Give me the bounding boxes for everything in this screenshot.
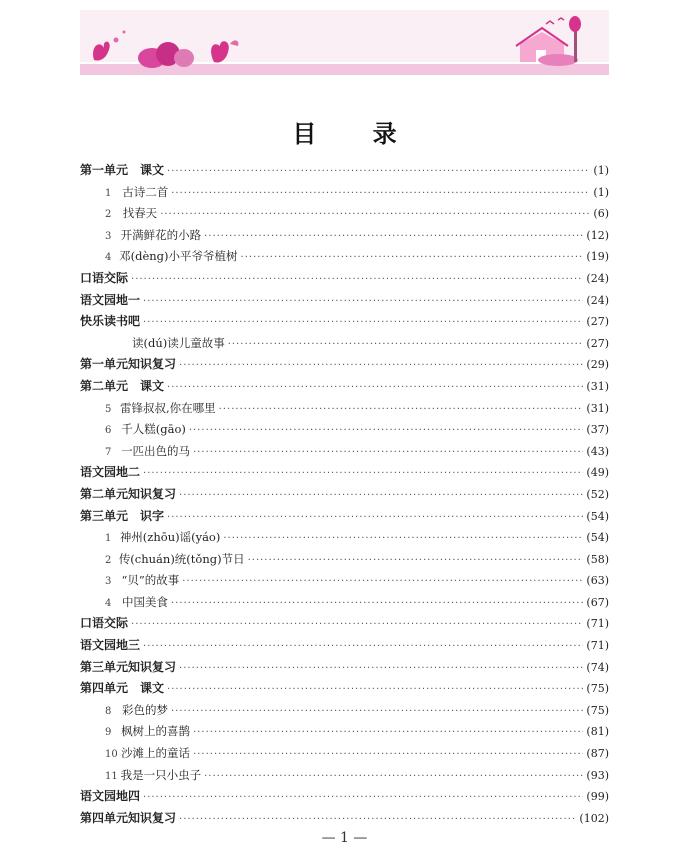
toc-lesson-row[interactable] xyxy=(80,333,609,355)
lesson-number: 2 xyxy=(105,209,112,221)
page-title: 目 录 xyxy=(292,119,421,148)
toc-entry-title: 邓(dèng)小平爷爷植树 xyxy=(119,249,238,264)
toc-entry-title: 语文园地四 xyxy=(80,789,141,804)
lesson-number: 5 xyxy=(105,403,112,415)
dot-leader xyxy=(167,507,583,529)
dot-leader xyxy=(182,571,583,593)
toc-section-row[interactable] xyxy=(80,506,609,528)
toc-entry-title: 第二单元 课文 xyxy=(80,378,165,393)
toc-entry-title: 神州(zhōu)谣(yáo) xyxy=(119,530,221,545)
dot-leader xyxy=(179,355,583,377)
toc-entry-title: 枫树上的喜鹊 xyxy=(121,724,191,739)
lesson-number: 3 xyxy=(105,230,112,242)
toc-entry-title: 第三单元 识字 xyxy=(80,508,165,523)
toc-page-number: (71) xyxy=(586,639,609,653)
toc-page-number: (31) xyxy=(586,379,609,393)
dot-leader xyxy=(219,399,584,421)
toc-page-number: (31) xyxy=(586,401,609,415)
lesson-number: 4 xyxy=(105,252,112,264)
toc-section-row[interactable] xyxy=(80,268,609,290)
toc-entry-title: 一匹出色的马 xyxy=(121,443,191,458)
page-number: — 1 — xyxy=(321,830,368,846)
dot-leader xyxy=(171,701,583,723)
dot-leader xyxy=(167,161,590,183)
toc-entry-title: 语文园地一 xyxy=(80,292,141,307)
toc-entry-title: 沙滩上的童话 xyxy=(121,746,191,761)
lesson-number: 11 xyxy=(105,770,118,782)
toc-page-number: (54) xyxy=(586,509,609,523)
toc-page-number: (27) xyxy=(586,336,609,350)
toc-entry-title: 千人糕(gāo) xyxy=(121,422,186,437)
toc-page-number: (75) xyxy=(586,703,609,717)
toc-page-number: (71) xyxy=(586,617,609,631)
toc-entry-title: 第四单元知识复习 xyxy=(80,810,177,825)
toc-section-row[interactable] xyxy=(80,678,609,700)
toc-section-row[interactable] xyxy=(80,290,609,312)
toc-section-row[interactable] xyxy=(80,354,609,376)
toc-lesson-row[interactable] xyxy=(80,398,609,420)
dot-leader xyxy=(193,442,583,464)
toc-entry-title: 语文园地二 xyxy=(80,465,141,480)
dot-leader xyxy=(189,420,584,442)
toc-section-row[interactable] xyxy=(80,484,609,506)
toc-page-number: (37) xyxy=(586,423,609,437)
toc-page-number: (29) xyxy=(586,358,609,372)
toc-page-number: (67) xyxy=(586,595,609,609)
toc-page-number: (63) xyxy=(586,574,609,588)
toc-entry-title: 第三单元知识复习 xyxy=(80,659,177,674)
toc-page-number: (12) xyxy=(586,228,609,242)
toc-entry-title: 古诗二首 xyxy=(122,184,169,199)
toc-entry-title: “贝”的故事 xyxy=(121,573,180,588)
toc-entry-title: 雷锋叔叔,你在哪里 xyxy=(120,400,216,415)
toc-page-number: (24) xyxy=(586,293,609,307)
toc-page-number: (102) xyxy=(579,811,609,825)
toc-lesson-row[interactable] xyxy=(80,743,609,765)
toc-lesson-row[interactable] xyxy=(80,700,609,722)
toc-entry-title: 第一单元知识复习 xyxy=(80,357,177,372)
dot-leader xyxy=(241,247,584,269)
toc-page-number: (24) xyxy=(586,271,609,285)
dot-leader xyxy=(248,550,584,572)
lesson-number: 1 xyxy=(105,533,112,545)
toc-entry-title: 第一单元 课文 xyxy=(80,163,165,177)
toc-page-number: (54) xyxy=(586,531,609,545)
toc-page-number: (1) xyxy=(593,185,609,199)
dot-leader xyxy=(143,636,583,658)
lesson-number: 9 xyxy=(105,727,112,739)
toc-page-number: (74) xyxy=(586,660,609,674)
lesson-number: 1 xyxy=(105,187,112,199)
table-of-contents xyxy=(80,160,609,829)
dot-leader xyxy=(143,787,583,809)
toc-lesson-row[interactable] xyxy=(80,182,609,204)
toc-entry-title: 读(dú)读儿童故事 xyxy=(132,335,225,350)
lesson-number: 7 xyxy=(105,446,112,458)
toc-page-number: (93) xyxy=(586,768,609,782)
dot-leader xyxy=(143,463,583,485)
toc-lesson-row[interactable] xyxy=(80,527,609,549)
toc-lesson-row[interactable] xyxy=(80,765,609,787)
dot-leader xyxy=(179,658,583,680)
lesson-number: 8 xyxy=(105,705,112,717)
dot-leader xyxy=(143,312,583,334)
toc-page-number: (75) xyxy=(586,682,609,696)
toc-entry-title: 传(chuán)统(tǒng)节日 xyxy=(118,551,245,566)
toc-entry-title: 快乐读书吧 xyxy=(80,314,141,329)
dot-leader xyxy=(204,226,583,248)
lesson-number: 2 xyxy=(105,554,112,566)
toc-section-row[interactable] xyxy=(80,808,609,830)
toc-entry-title: 找春天 xyxy=(122,206,158,221)
toc-lesson-row[interactable] xyxy=(80,203,609,225)
toc-section-row[interactable] xyxy=(80,311,609,333)
toc-lesson-row[interactable] xyxy=(80,441,609,463)
dot-leader xyxy=(131,614,583,636)
toc-entry-title: 第二单元知识复习 xyxy=(80,486,177,501)
toc-page-number: (49) xyxy=(586,466,609,480)
toc-page-number: (43) xyxy=(586,444,609,458)
dot-leader xyxy=(131,269,583,291)
toc-page-number: (99) xyxy=(586,790,609,804)
toc-section-row[interactable] xyxy=(80,462,609,484)
lesson-number: 4 xyxy=(105,597,112,609)
dot-leader xyxy=(193,744,583,766)
dot-leader xyxy=(228,334,584,356)
toc-lesson-row[interactable] xyxy=(80,721,609,743)
toc-section-row[interactable] xyxy=(80,635,609,657)
toc-page-number: (81) xyxy=(586,725,609,739)
toc-page-number: (19) xyxy=(586,250,609,264)
toc-lesson-row[interactable] xyxy=(80,549,609,571)
dot-leader xyxy=(167,377,583,399)
lesson-number: 6 xyxy=(105,425,112,437)
dot-leader xyxy=(171,183,590,205)
toc-entry-title: 第四单元 课文 xyxy=(80,681,165,696)
dot-leader xyxy=(204,766,583,788)
toc-lesson-row[interactable] xyxy=(80,246,609,268)
toc-page-number: (52) xyxy=(586,487,609,501)
dot-leader xyxy=(171,593,583,615)
toc-entry-title: 口语交际 xyxy=(80,270,129,285)
toc-page-number: (87) xyxy=(586,747,609,761)
toc-lesson-row[interactable] xyxy=(80,419,609,441)
toc-entry-title: 中国美食 xyxy=(121,594,168,609)
dot-leader xyxy=(167,679,583,701)
toc-section-row[interactable] xyxy=(80,613,609,635)
dot-leader xyxy=(223,528,583,550)
dot-leader xyxy=(160,204,590,226)
toc-lesson-row[interactable] xyxy=(80,592,609,614)
toc-lesson-row[interactable] xyxy=(80,225,609,247)
toc-section-row[interactable] xyxy=(80,786,609,808)
toc-page-number: (58) xyxy=(586,552,609,566)
toc-page-number: (1) xyxy=(593,164,609,177)
dot-leader xyxy=(193,722,583,744)
toc-lesson-row[interactable] xyxy=(80,570,609,592)
dot-leader xyxy=(179,809,576,831)
header-banner xyxy=(80,10,609,76)
lesson-number: 3 xyxy=(105,576,112,588)
toc-entry-title: 开满鲜花的小路 xyxy=(120,227,202,242)
toc-entry-title: 彩色的梦 xyxy=(121,702,168,717)
toc-section-row[interactable] xyxy=(80,160,609,182)
toc-page-number: (6) xyxy=(593,207,609,221)
dot-leader xyxy=(143,291,583,313)
toc-entry-title: 我是一只小虫子 xyxy=(120,767,202,782)
lesson-number: 10 xyxy=(105,749,118,761)
toc-entry-title: 口语交际 xyxy=(80,616,129,631)
toc-entry-title: 语文园地三 xyxy=(80,638,141,653)
toc-page-number: (27) xyxy=(586,315,609,329)
toc-section-row[interactable] xyxy=(80,376,609,398)
dot-leader xyxy=(179,485,583,507)
toc-section-row[interactable] xyxy=(80,657,609,679)
